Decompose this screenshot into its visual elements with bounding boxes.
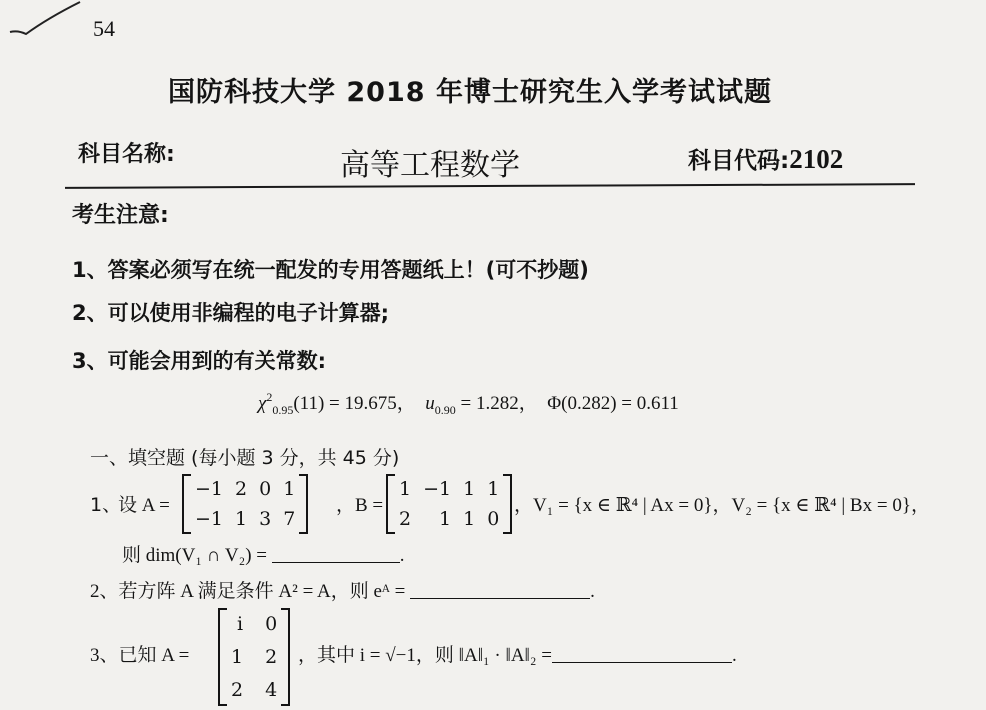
q1-end: . — [399, 545, 405, 566]
matrix-b — [386, 474, 512, 534]
check-mark-icon — [8, 0, 88, 40]
matrix-b-entry: 1 — [487, 478, 500, 500]
constants-line — [258, 388, 679, 418]
matrix-q3-entry: i — [237, 613, 244, 636]
matrix-bracket-right — [281, 608, 290, 706]
matrix-q3-entry: 4 — [265, 678, 278, 701]
q2-answer-blank — [410, 598, 590, 599]
matrix-a-entry: 3 — [259, 508, 272, 530]
q3-suffix: ，其中 i = √−1，则 ‖A‖₁ · ‖A‖₂ = — [298, 645, 552, 666]
matrix-q3-grid — [227, 608, 281, 706]
matrix-a-entry: −1 — [195, 508, 224, 530]
matrix-q3 — [218, 608, 290, 706]
q2-end: . — [590, 581, 595, 602]
u-subscript: 0.90 — [434, 403, 456, 417]
matrix-a-entry: 0 — [259, 478, 272, 500]
q1-prefix: 设 A = — [118, 495, 170, 516]
matrix-b-entry: 1 — [463, 478, 476, 500]
q1-line2-text: 则 dim(V₁ ∩ V₂) = — [122, 545, 267, 566]
matrix-q3-entry: 2 — [265, 645, 278, 668]
matrix-q3-entry: 2 — [231, 678, 244, 701]
notice-item-1: 1、答案必须写在统一配发的专用答题纸上！(可不抄题) — [72, 258, 589, 282]
matrix-bracket-right — [299, 474, 308, 534]
q3-answer-blank — [552, 662, 732, 663]
matrix-a — [182, 474, 308, 534]
q3-prefix: 3、已知 A = — [90, 645, 190, 666]
matrix-a-entry: 7 — [283, 508, 296, 530]
subject-name: 高等工程数学 — [340, 148, 520, 183]
section-heading: 一、填空题 (每小题 3 分，共 45 分) — [90, 447, 400, 469]
matrix-q3-entry: 0 — [265, 613, 278, 636]
matrix-b-entry: 2 — [399, 508, 412, 530]
page-number: 54 — [93, 16, 115, 41]
matrix-a-grid — [191, 474, 299, 534]
notice-item-2: 2、可以使用非编程的电子计算器; — [72, 301, 390, 325]
u-symbol: u — [425, 393, 435, 414]
chi-symbol: χ — [258, 393, 267, 414]
subject-label: 科目名称: — [78, 142, 175, 167]
q3-suffix-line — [298, 640, 737, 667]
matrix-q3-entry: 1 — [231, 645, 244, 668]
q1-suffix: ，V₁ = {x ∈ ℝ⁴ | Ax = 0}，V₂ = {x ∈ ℝ⁴ | Bx = 0}， — [514, 495, 930, 516]
matrix-bracket-left — [386, 474, 395, 534]
matrix-bracket-left — [182, 474, 191, 534]
phi-value: Φ(0.282) = 0.611 — [547, 393, 679, 414]
matrix-b-entry: 1 — [439, 508, 452, 530]
q3-end: . — [731, 645, 737, 666]
notice-item-3: 3、可能会用到的有关常数: — [72, 349, 327, 373]
matrix-bracket-left — [218, 608, 227, 706]
matrix-a-entry: 1 — [235, 508, 248, 530]
exam-title: 国防科技大学 2018 年博士研究生入学考试试题 — [168, 77, 772, 108]
matrix-a-entry: −1 — [195, 478, 224, 500]
subject-code-label: 科目代码: — [688, 148, 790, 174]
subject-code — [688, 142, 843, 175]
u-value: = 1.282， — [455, 393, 538, 414]
q1-answer-blank — [272, 562, 400, 563]
matrix-b-entry: −1 — [423, 478, 452, 500]
q1-number: 1、 — [90, 494, 122, 516]
chi-subscript: 0.95 — [272, 403, 294, 417]
matrix-b-entry: 0 — [487, 508, 500, 530]
notice-title: 考生注意: — [72, 203, 169, 228]
matrix-a-entry: 1 — [283, 478, 296, 500]
matrix-b-grid — [395, 474, 503, 534]
q1-line2 — [122, 540, 405, 567]
subject-code-value: 2102 — [789, 144, 844, 174]
matrix-b-entry: 1 — [399, 478, 412, 500]
matrix-bracket-right — [503, 474, 512, 534]
q2 — [90, 576, 595, 603]
q2-text: 2、若方阵 A 满足条件 A² = A，则 eᴬ = — [90, 581, 406, 602]
chi-value: (11) = 19.675， — [293, 393, 416, 414]
q1-mid: ，B = — [336, 495, 384, 516]
matrix-b-entry: 1 — [463, 508, 476, 530]
chi-superscript: 2 — [266, 390, 273, 404]
matrix-a-entry: 2 — [235, 478, 248, 500]
header-divider — [65, 183, 915, 189]
